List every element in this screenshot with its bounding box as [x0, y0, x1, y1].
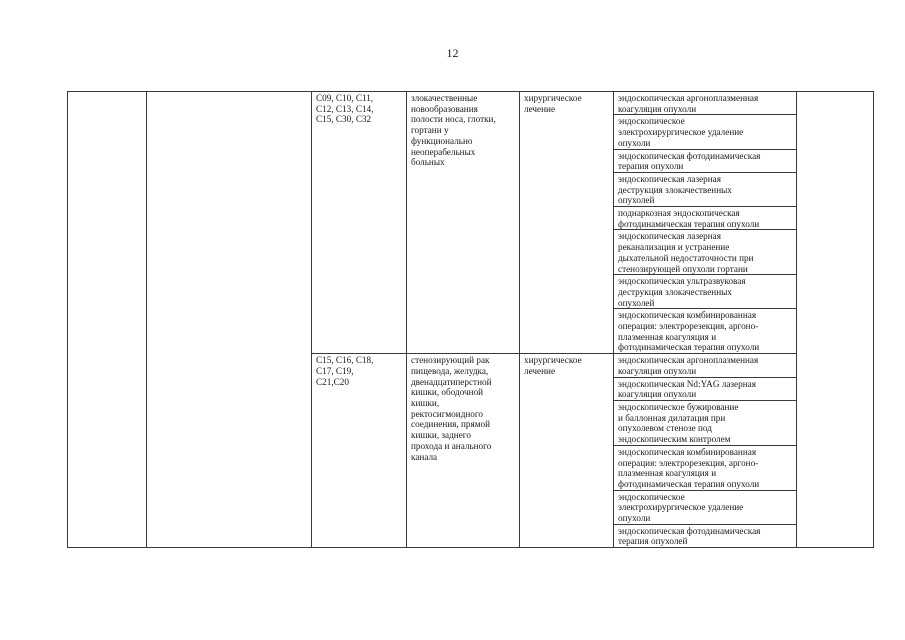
index-cell: [68, 92, 147, 548]
disease-cell: стенозирующий рак пищевода, желудка, двенадцатиперстной кишки, ободочной кишки, ректосигмоидного соединения, прямой кишки, заднего прохода и анального канала: [407, 354, 520, 548]
treatment-type-cell: хирургическое лечение: [520, 354, 614, 548]
group-name-cell: [147, 92, 312, 548]
method-cell: эндоскопическая комбинированная операция: электрорезекция, аргоно- плазменная коагуляция и фотодинамическая терапия опухоли: [614, 445, 797, 490]
method-cell: эндоскопическое электрохирургическое удаление опухоли: [614, 115, 797, 149]
method-cell: эндоскопическая Nd:YAG лазерная коагуляция опухоли: [614, 377, 797, 400]
cost-cell: [797, 92, 874, 548]
method-cell: эндоскопическая аргоноплазменная коагуляция опухоли: [614, 354, 797, 377]
method-cell: поднаркозная эндоскопическая фотодинамическая терапия опухоли: [614, 207, 797, 230]
treatment-type-cell: хирургическое лечение: [520, 92, 614, 354]
method-cell: эндоскопическая лазерная деструкция злокачественных опухолей: [614, 172, 797, 206]
method-cell: эндоскопическое бужирование и баллонная дилатация при опухолевом стенозе под эндоскопическим контролем: [614, 400, 797, 445]
icd-codes-cell: C09, C10, C11, C12, C13, C14, C15, C30, C32: [312, 92, 407, 354]
method-cell: эндоскопическая лазерная реканализация и устранение дыхательной недостаточности при стенозирующей опухоли гортани: [614, 230, 797, 275]
method-cell: эндоскопическая комбинированная операция: электрорезекция, аргоно- плазменная коагуляция и фотодинамическая терапия опухоли: [614, 309, 797, 354]
method-cell: эндоскопическая аргоноплазменная коагуляция опухоли: [614, 92, 797, 115]
disease-cell: злокачественные новообразования полости носа, глотки, гортани у функционально неоперабельных больных: [407, 92, 520, 354]
procedures-table: [67, 91, 874, 548]
page-number: 12: [446, 46, 459, 60]
method-cell: эндоскопическая ультразвуковая деструкция злокачественных опухолей: [614, 275, 797, 309]
table-row: [68, 92, 874, 115]
method-cell: эндоскопическая фотодинамическая терапия опухолей: [614, 524, 797, 547]
icd-codes-cell: C15, C16, C18, C17, C19, C21,C20: [312, 354, 407, 548]
method-cell: эндоскопическое электрохирургическое удаление опухоли: [614, 490, 797, 524]
method-cell: эндоскопическая фотодинамическая терапия опухоли: [614, 149, 797, 172]
